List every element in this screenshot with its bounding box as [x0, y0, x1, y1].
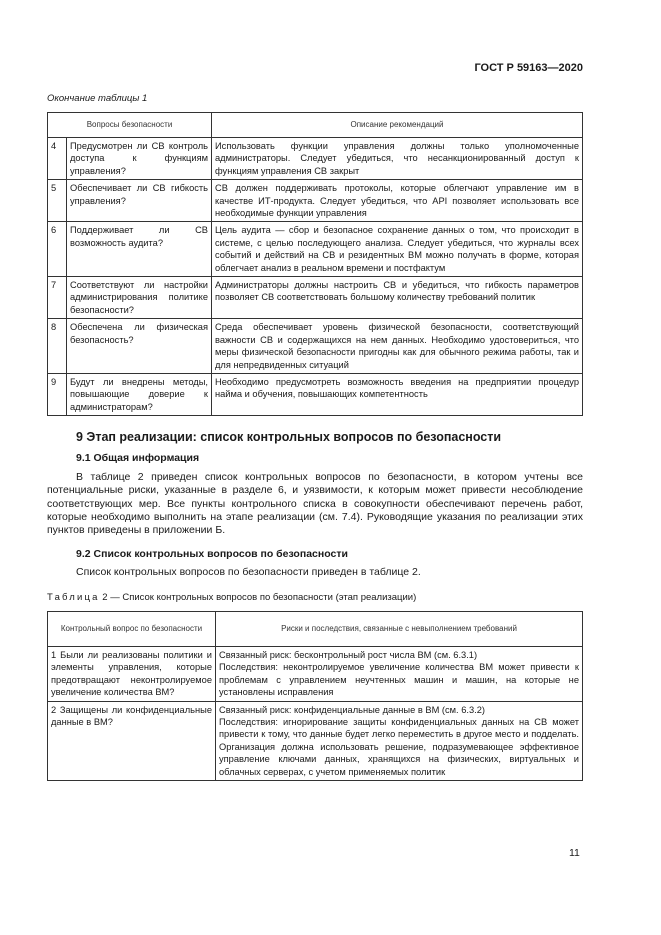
table1-caption: Окончание таблицы 1	[47, 93, 148, 104]
table2-col-risks: Риски и последствия, связанные с невыполнением требований	[216, 612, 583, 647]
page-number: 11	[569, 847, 580, 859]
row-question: Будут ли внедрены методы, повышающие доверие к администраторам?	[67, 373, 212, 415]
subsection-title-9-2: 9.2 Список контрольных вопросов по безопасности	[76, 548, 348, 560]
row-risk: Связанный риск: конфиденциальные данные в ВМ (см. 6.3.2)	[219, 704, 485, 715]
table-row	[48, 138, 583, 180]
row-risk: Связанный риск: бесконтрольный рост числа ВМ (см. 6.3.1)	[219, 650, 478, 660]
table2-caption	[47, 592, 416, 603]
row-question: 2 Защищены ли конфиденциальные данные в ВМ?	[48, 701, 216, 780]
row-consequence: Последствия: игнорирование защиты конфиденциальных данных на СВ может привести к тому, что данные будет легко переместить в другое место и подделать. Организация должна использовать решение, подразумевающее эффективное управление ключами данных, хранящихся на физических, виртуальных и облачных серверах, с учетом применяемых политик	[219, 717, 579, 777]
row-question: Обеспечивает ли СВ гибкость управления?	[67, 180, 212, 222]
table-row	[48, 222, 583, 277]
row-description: Администраторы должны настроить СВ и убедиться, что гибкость параметров позволяет СВ соответствовать большому количеству требований политик	[212, 277, 583, 319]
section-title: 9 Этап реализации: список контрольных вопросов по безопасности	[76, 430, 502, 444]
table-row	[48, 180, 583, 222]
table2-caption-text: 2 — Список контрольных вопросов по безопасности (этап реализации)	[102, 592, 417, 603]
table2	[47, 611, 583, 781]
standard-header: ГОСТ Р 59163—2020	[474, 62, 583, 74]
subsection-title-9-1: 9.1 Общая информация	[76, 452, 200, 464]
row-risk-cell	[216, 647, 583, 702]
table-row	[48, 373, 583, 415]
table-row	[48, 277, 583, 319]
table1-col-questions: Вопросы безопасности	[48, 113, 212, 138]
row-description: СВ должен поддерживать протоколы, которые облегчают управление им в качестве ИТ-продукта. Следует убедиться, что API позволяет использовать все необходимые функции управления	[212, 180, 583, 222]
row-number: 8	[48, 319, 67, 374]
paragraph-text: Список контрольных вопросов по безопасности приведен в таблице 2.	[76, 566, 421, 578]
paragraph-9-2	[47, 566, 583, 579]
row-question: Соответствуют ли настройки администрирования политике безопасности?	[67, 277, 212, 319]
table-row	[48, 319, 583, 374]
row-number: 4	[48, 138, 67, 180]
row-consequence: Последствия: неконтролируемое увеличение количества ВМ может привести к проблемам с управлением неучтенных машин и машин, на которые не установлены исправления	[219, 662, 579, 698]
table2-caption-word: Таблица	[47, 592, 100, 603]
table1-col-descriptions: Описание рекомендаций	[212, 113, 583, 138]
row-question: Обеспечена ли физическая безопасность?	[67, 319, 212, 374]
row-number: 5	[48, 180, 67, 222]
row-description: Необходимо предусмотреть возможность введения на предприятии процедур найма и обучения, повышающих компетентность	[212, 373, 583, 415]
table2-header-row	[48, 612, 583, 647]
row-number: 7	[48, 277, 67, 319]
table-row	[48, 647, 583, 702]
table1-header-row	[48, 113, 583, 138]
table2-col-questions: Контрольный вопрос по безопасности	[48, 612, 216, 647]
row-risk-cell	[216, 701, 583, 780]
paragraph-9-1	[47, 471, 583, 537]
paragraph-text: В таблице 2 приведен список контрольных вопросов по безопасности, в котором учтены все потенциальные риски, указанные в разделе 6, и уязвимости, к которым может привести несоблюдение соответствующих мер. Все пункты контрольного списка в совокупности обеспечивают перечень работ, которые необходимо выполнить на этапе реализации (см. 7.4). Руководящие указания по реализации этих пунктов приведены в приложении Б.	[47, 471, 583, 537]
row-number: 9	[48, 373, 67, 415]
row-question: Предусмотрен ли СВ контроль доступа к функциям управления?	[67, 138, 212, 180]
row-question: Поддерживает ли СВ возможность аудита?	[67, 222, 212, 277]
row-number: 6	[48, 222, 67, 277]
table1	[47, 112, 583, 416]
row-question: 1 Были ли реализованы политики и элементы управления, которые предотвращают неконтролируемое увеличение количества ВМ?	[48, 647, 216, 702]
row-description: Использовать функции управления должны только уполномоченные администраторы. Следует убедиться, что несанкционированный доступ к функциям управления СВ закрыт	[212, 138, 583, 180]
row-description: Среда обеспечивает уровень физической безопасности, соответствующий важности СВ и содержащихся на нем данных. Необходимо удостовериться, что меры физической безопасности пригодны как для обычного режима работы, так и для непредвиденных ситуаций	[212, 319, 583, 374]
table-row	[48, 701, 583, 780]
row-description: Цель аудита — сбор и безопасное сохранение данных о том, что происходит в системе, с целью последующего анализа. Следует убедиться, что журналы всех событий и действий на СВ и резидентных ВМ можно получать в форме, которая облегчает анализ в реальном времени и постфактум	[212, 222, 583, 277]
